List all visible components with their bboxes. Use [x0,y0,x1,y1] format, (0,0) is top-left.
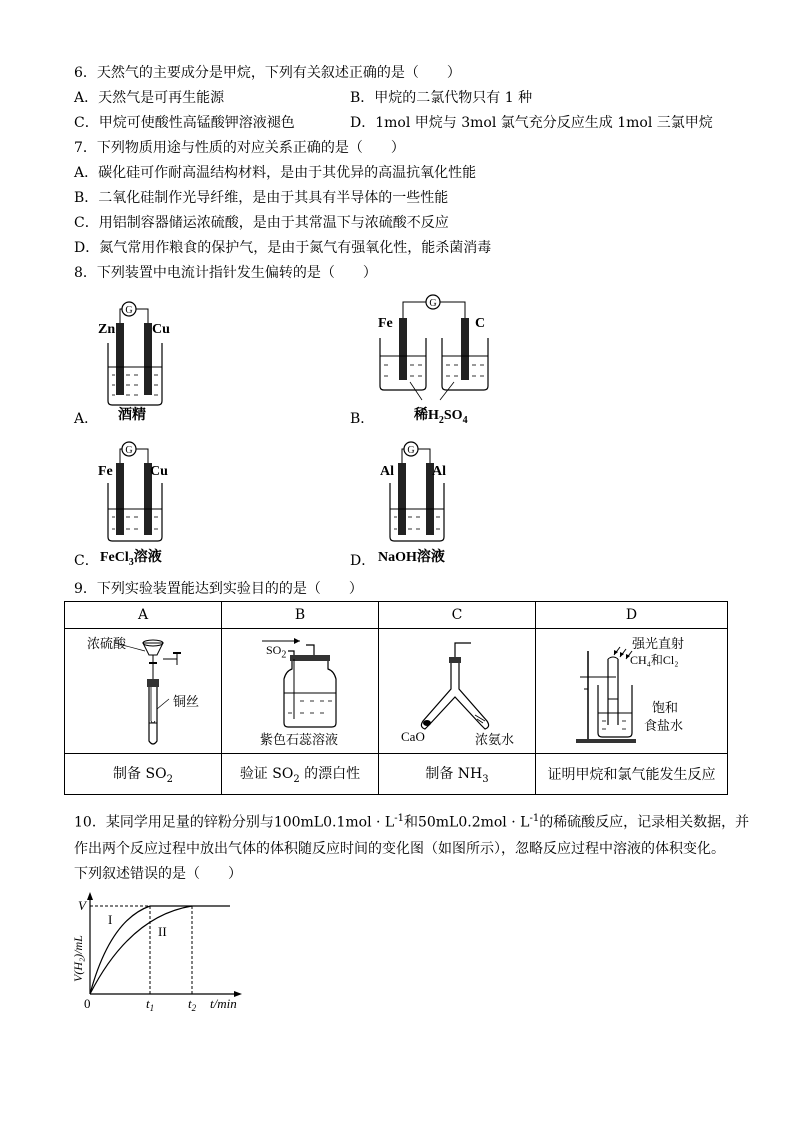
q8-stem: 8．下列装置中电流计指针发生偏转的是（ ） [74,265,377,281]
q9-header-d: D [536,602,728,629]
q9-apparatus-d [536,629,728,754]
q8b-galvanometer-label: G [429,298,437,309]
q9b-solution-label: 紫色石蕊溶液 [260,732,339,747]
q10-t2-label: $t_2$ [188,996,197,1013]
q10-x-label: t/min [210,996,237,1011]
q8b-left-electrode: Fe [378,316,393,331]
q9-apparatus-a [65,629,222,754]
q6-option-d: D．1mol 甲烷与 3mol 氯气充分反应生成 1mol 三氯甲烷 [350,115,713,131]
q7-stem: 7．下列物质用途与性质的对应关系正确的是（ ） [74,140,405,156]
q8d-right-electrode: Al [432,464,446,479]
q10-y-max-label: V [78,898,86,913]
q7-option-c: C．用铝制容器储运浓硫酸，是由于其常温下与浓硫酸不反应 [74,215,449,231]
q6-option-a: A．天然气是可再生能源 [74,90,225,106]
q8d-letter: D． [350,553,376,569]
q9-caption-b: 验证 $SO_2$ 的漂白性 [222,754,379,795]
q9-caption-c: 制备 $NH_3$ [379,754,536,795]
q8d-left-electrode: Al [380,464,394,479]
q9d-gas-label: CH₄和Cl₂ [630,653,679,667]
q8a-right-electrode: Cu [152,322,170,337]
q8c-apparatus [90,435,190,550]
q9-apparatus-c [379,629,536,754]
q8d-galvanometer-label: G [407,445,415,456]
q7-option-a: A．碳化硅可作耐高温结构材料，是由于其优异的高温抗氧化性能 [74,165,477,181]
q6-option-c: C．甲烷可使酸性高锰酸钾溶液褪色 [74,115,295,131]
q9a-reagent-label: 浓硫酸 [87,636,127,651]
q10-line-2: 作出两个反应过程中放出气体的体积随反应时间的变化图（如图所示），忽略反应过程中溶液的体积变化。 [74,841,725,857]
q7-option-d: D．氮气常用作粮食的保护气，是由于氮气有强氧化性，能杀菌消毒 [74,240,492,256]
q6-option-b: B．甲烷的二氯代物只有 1 种 [350,90,533,106]
q6-stem: 6．天然气的主要成分是甲烷，下列有关叙述正确的是（ ） [74,65,461,81]
q9-caption-a: 制备 $SO_2$ [65,754,222,795]
q10-graph [70,890,260,1015]
q8a-letter: A． [74,411,99,427]
q8c-left-electrode: Fe [98,464,113,479]
q10-curve-1-label: I [108,912,113,927]
q9c-left-label: CaO [401,729,425,744]
q10-t1-label: $t_1$ [146,996,155,1013]
q10-origin-label: 0 [84,996,91,1011]
q10-y-label: V(H₂)/mL [71,935,85,982]
q9d-solution-label-2: 食盐水 [644,718,684,733]
q8a-galvanometer-label: G [125,305,133,316]
q9a-wire-label: 铜丝 [173,694,200,709]
q8d-solution: NaOH溶液 [378,550,445,565]
q9-caption-d: 证明甲烷和氯气能发生反应 [536,754,728,795]
q8c-letter: C． [74,553,99,569]
q8c-galvanometer-label: G [125,445,133,456]
q10-curve-2-label: II [158,924,167,939]
q10-curve-2 [90,906,192,994]
q10-curve-1 [90,906,150,994]
q9-table [64,601,728,795]
q8a-solution: 酒精 [118,408,146,423]
q9d-solution-label-1: 饱和 [652,700,679,715]
q8d-apparatus [372,435,472,550]
q8c-solution: FeCl$_3$溶液 [100,550,162,568]
q8c-right-electrode: Cu [150,464,168,479]
q8a-left-electrode: Zn [98,322,116,337]
q9b-gas-label: $SO_2$ [266,643,287,661]
q8a-apparatus [90,295,190,415]
q9-header-a: A [65,602,222,629]
q9d-light-label: 强光直射 [632,636,685,651]
q7-option-b: B．二氧化硅制作光导纤维，是由于其具有半导体的一些性能 [74,190,449,206]
q10-line-3: 下列叙述错误的是（ ） [74,866,242,882]
q9-header-c: C [379,602,536,629]
q9c-right-label: 浓氨水 [475,732,515,747]
q9-apparatus-b [222,629,379,754]
q8b-apparatus [370,290,500,410]
q9-header-b: B [222,602,379,629]
q8b-right-electrode: C [475,316,486,331]
q10-line-1: 10．某同学用足量的锌粉分别与$100mL0.1mol \cdot L^{-1}$和$50mL0.2mol \cdot L^{-1}$的稀硫酸反应，记录相关数据，并 [74,813,750,831]
q8b-solution: 稀$H_2SO_4$ [414,408,468,426]
q9-stem: 9．下列实验装置能达到实验目的的是（ ） [74,581,363,597]
q8b-letter: B． [350,411,375,427]
